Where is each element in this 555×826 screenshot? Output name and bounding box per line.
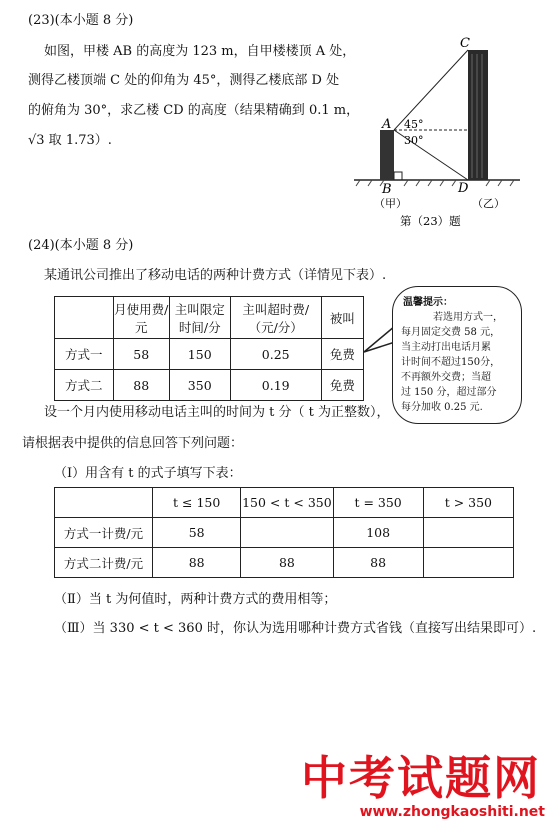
label-d: D — [458, 181, 469, 196]
footer-watermark — [0, 752, 555, 826]
billing-row2-name: 方式二 — [55, 370, 114, 401]
fill-row2-c1: 88 — [153, 548, 241, 578]
fill-table — [54, 487, 514, 578]
tip-line-2: 每月固定交费 58 元， — [401, 327, 501, 338]
q24-part3: （Ⅲ）当 330 < t < 360 时，你认为选用哪种计费方式省钱（直接写出结果即可）. — [54, 621, 537, 636]
billing-row1-called: 免费 — [321, 339, 363, 370]
tip-pointer — [362, 320, 396, 360]
right-angle-b — [394, 172, 402, 180]
billing-row2-limit: 350 — [169, 370, 230, 401]
fill-header-4: t > 350 — [423, 488, 513, 518]
billing-row2-fee: 88 — [113, 370, 169, 401]
q23-line-3: 的俯角为 30°，求乙楼 CD 的高度（结果精确到 0.1 m， — [28, 103, 360, 118]
tip-line-3: 当主动打出电话月累 — [401, 342, 491, 353]
billing-header-4: 被叫 — [321, 297, 363, 339]
brand-logo-text: 中考试题网 — [301, 751, 541, 805]
tip-line-6: 过 150 分，超过部分 — [401, 387, 497, 398]
building-a — [380, 130, 394, 180]
fill-row1-c4 — [423, 518, 513, 548]
fill-header-3: t = 350 — [333, 488, 423, 518]
billing-row1-name: 方式一 — [55, 339, 114, 370]
ground-hatch — [356, 180, 514, 186]
billing-header-1: 月使用费/元 — [113, 297, 169, 339]
q23-figure — [350, 30, 530, 230]
q24-intro: 某通讯公司推出了移动电话的两种计费方式（详情见下表）. — [44, 268, 387, 283]
billing-header-0 — [55, 297, 114, 339]
label-a: A — [382, 117, 392, 132]
building-a-caption: （甲） — [374, 197, 407, 210]
billing-header-3: 主叫超时费/（元/分） — [230, 297, 321, 339]
angle-45-label: 45° — [404, 118, 424, 131]
billing-row2-overtime: 0.19 — [230, 370, 321, 401]
tip-line-1: 若选用方式一， — [433, 312, 503, 323]
q24-part1: （Ⅰ）用含有 t 的式子填写下表： — [54, 466, 242, 481]
tip-line-4: 计时间不超过150分， — [401, 357, 501, 368]
fill-header-0 — [55, 488, 153, 518]
fill-header-2: 150 < t < 350 — [241, 488, 333, 518]
billing-table — [54, 296, 364, 401]
fill-row1-c1: 58 — [153, 518, 241, 548]
figure-caption: 第（23）题 — [400, 214, 461, 228]
billing-row1-overtime: 0.25 — [230, 339, 321, 370]
fill-row1-c2 — [241, 518, 333, 548]
brand-url: www.zhongkaoshiti.net — [359, 804, 545, 820]
q23-line-4: √3 取 1.73）. — [28, 133, 112, 148]
billing-header-2: 主叫限定时间/分 — [169, 297, 230, 339]
q23-line-1: 如图，甲楼 AB 的高度为 123 m，自甲楼楼顶 A 处， — [44, 44, 356, 59]
fill-row2-c2: 88 — [241, 548, 333, 578]
fill-row2-name: 方式二计费/元 — [55, 548, 153, 578]
q23-line-2: 测得乙楼顶端 C 处的仰角为 45°，测得乙楼底部 D 处 — [28, 73, 340, 88]
q24-header: (24)(本小题 8 分) — [28, 238, 134, 253]
label-b: B — [382, 182, 392, 197]
fill-row1-c3: 108 — [333, 518, 423, 548]
tip-bubble — [392, 286, 522, 424]
q23-header: (23)(本小题 8 分) — [28, 13, 134, 28]
tip-line-7: 每分加收 0.25 元. — [401, 402, 483, 413]
angle-30-label: 30° — [404, 134, 424, 147]
billing-row2-called: 免费 — [321, 370, 363, 401]
fill-row2-c4 — [423, 548, 513, 578]
building-b-caption: （乙） — [472, 197, 505, 210]
q24-setup: 设一个月内使用移动电话主叫的时间为 t 分（ t 为正整数）， — [44, 405, 390, 420]
tip-title: 温馨提示： — [403, 297, 453, 308]
q24-part2: （Ⅱ）当 t 为何值时，两种计费方式的费用相等； — [54, 592, 337, 607]
fill-row2-c3: 88 — [333, 548, 423, 578]
tip-line-5: 不再额外交费；当超 — [401, 372, 491, 383]
q24-instruction: 请根据表中提供的信息回答下列问题： — [22, 436, 244, 451]
fill-row1-name: 方式一计费/元 — [55, 518, 153, 548]
billing-row1-fee: 58 — [113, 339, 169, 370]
label-c: C — [460, 36, 470, 51]
fill-header-1: t ≤ 150 — [153, 488, 241, 518]
building-b — [468, 50, 488, 180]
billing-row1-limit: 150 — [169, 339, 230, 370]
